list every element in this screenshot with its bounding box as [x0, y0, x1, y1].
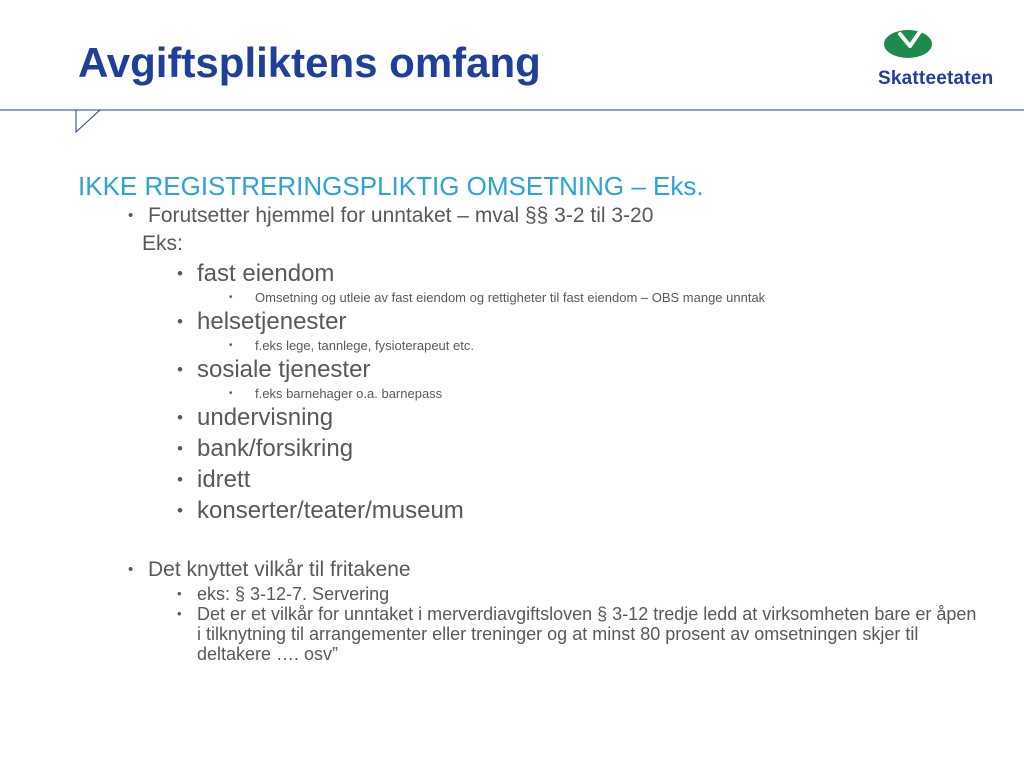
list-item-continuation: Eks: [142, 232, 183, 255]
bullet-icon: • [128, 207, 134, 224]
list-item-text: Forutsetter hjemmel for unntaket – mval §§ 3-2 til 3-20 [148, 204, 654, 227]
bullet-icon: • [177, 408, 183, 427]
list-item-text: fast eiendom [197, 260, 335, 287]
bullet-icon: • [177, 586, 182, 601]
bullet-icon: • [177, 360, 183, 379]
slide-content [78, 170, 978, 664]
bullet-icon: • [229, 340, 233, 351]
list-item-text: Det er et vilkår for unntaket i merverdiavgiftsloven § 3-12 tredje ledd at virksomheten bare er åpen i tilknytning til arrangementer eller treninger og at minst 80 prosent av omsetningen skjer til deltakere …. osv” [197, 604, 977, 664]
list-subitem [78, 385, 978, 402]
list-item [78, 495, 978, 526]
bullet-icon: • [177, 606, 182, 621]
bullet-icon: • [128, 561, 134, 578]
bullet-icon: • [177, 312, 183, 331]
list-item-text: helsetjenester [197, 308, 347, 335]
list-item [78, 306, 978, 337]
skatteetaten-logo [878, 18, 1018, 98]
list-item [78, 258, 978, 289]
skatteetaten-logo-icon [880, 20, 940, 62]
list-item [78, 604, 977, 664]
bullet-icon: • [177, 470, 183, 489]
list-item-text: sosiale tjenester [197, 356, 371, 383]
section-heading: IKKE REGISTRERINGSPLIKTIG OMSETNING – Eks. [78, 171, 704, 201]
list-item [78, 464, 978, 495]
list-item [78, 402, 978, 433]
list-item [78, 354, 978, 385]
list-item-text: Det knyttet vilkår til fritakene [148, 558, 411, 581]
bullet-icon: • [177, 264, 183, 283]
list-item [78, 202, 978, 230]
bullet-icon: • [177, 501, 183, 520]
list-item-text: undervisning [197, 404, 334, 431]
bullet-icon: • [177, 439, 183, 458]
bullet-icon: • [229, 292, 233, 303]
list-subitem [78, 337, 978, 354]
list-item [78, 584, 977, 604]
header-divider [0, 100, 1024, 136]
list-subitem-text: f.eks lege, tannlege, fysioterapeut etc. [255, 338, 474, 353]
list-subitem-text: f.eks barnehager o.a. barnepass [255, 386, 443, 401]
logo-text: Skatteetaten [878, 68, 994, 89]
list-item-text: eks: § 3-12-7. Servering [197, 584, 390, 604]
list-subitem [78, 289, 978, 306]
list-subitem-text: Omsetning og utleie av fast eiendom og rettigheter til fast eiendom – OBS mange unntak [255, 290, 766, 305]
list-item [78, 556, 978, 584]
bullet-icon: • [229, 388, 233, 399]
list-item-text: konserter/teater/museum [197, 497, 464, 524]
slide-title: Avgiftspliktens omfang [78, 39, 541, 86]
list-item-text: bank/forsikring [197, 435, 354, 462]
list-item-text: idrett [197, 466, 251, 493]
list-item [78, 433, 978, 464]
